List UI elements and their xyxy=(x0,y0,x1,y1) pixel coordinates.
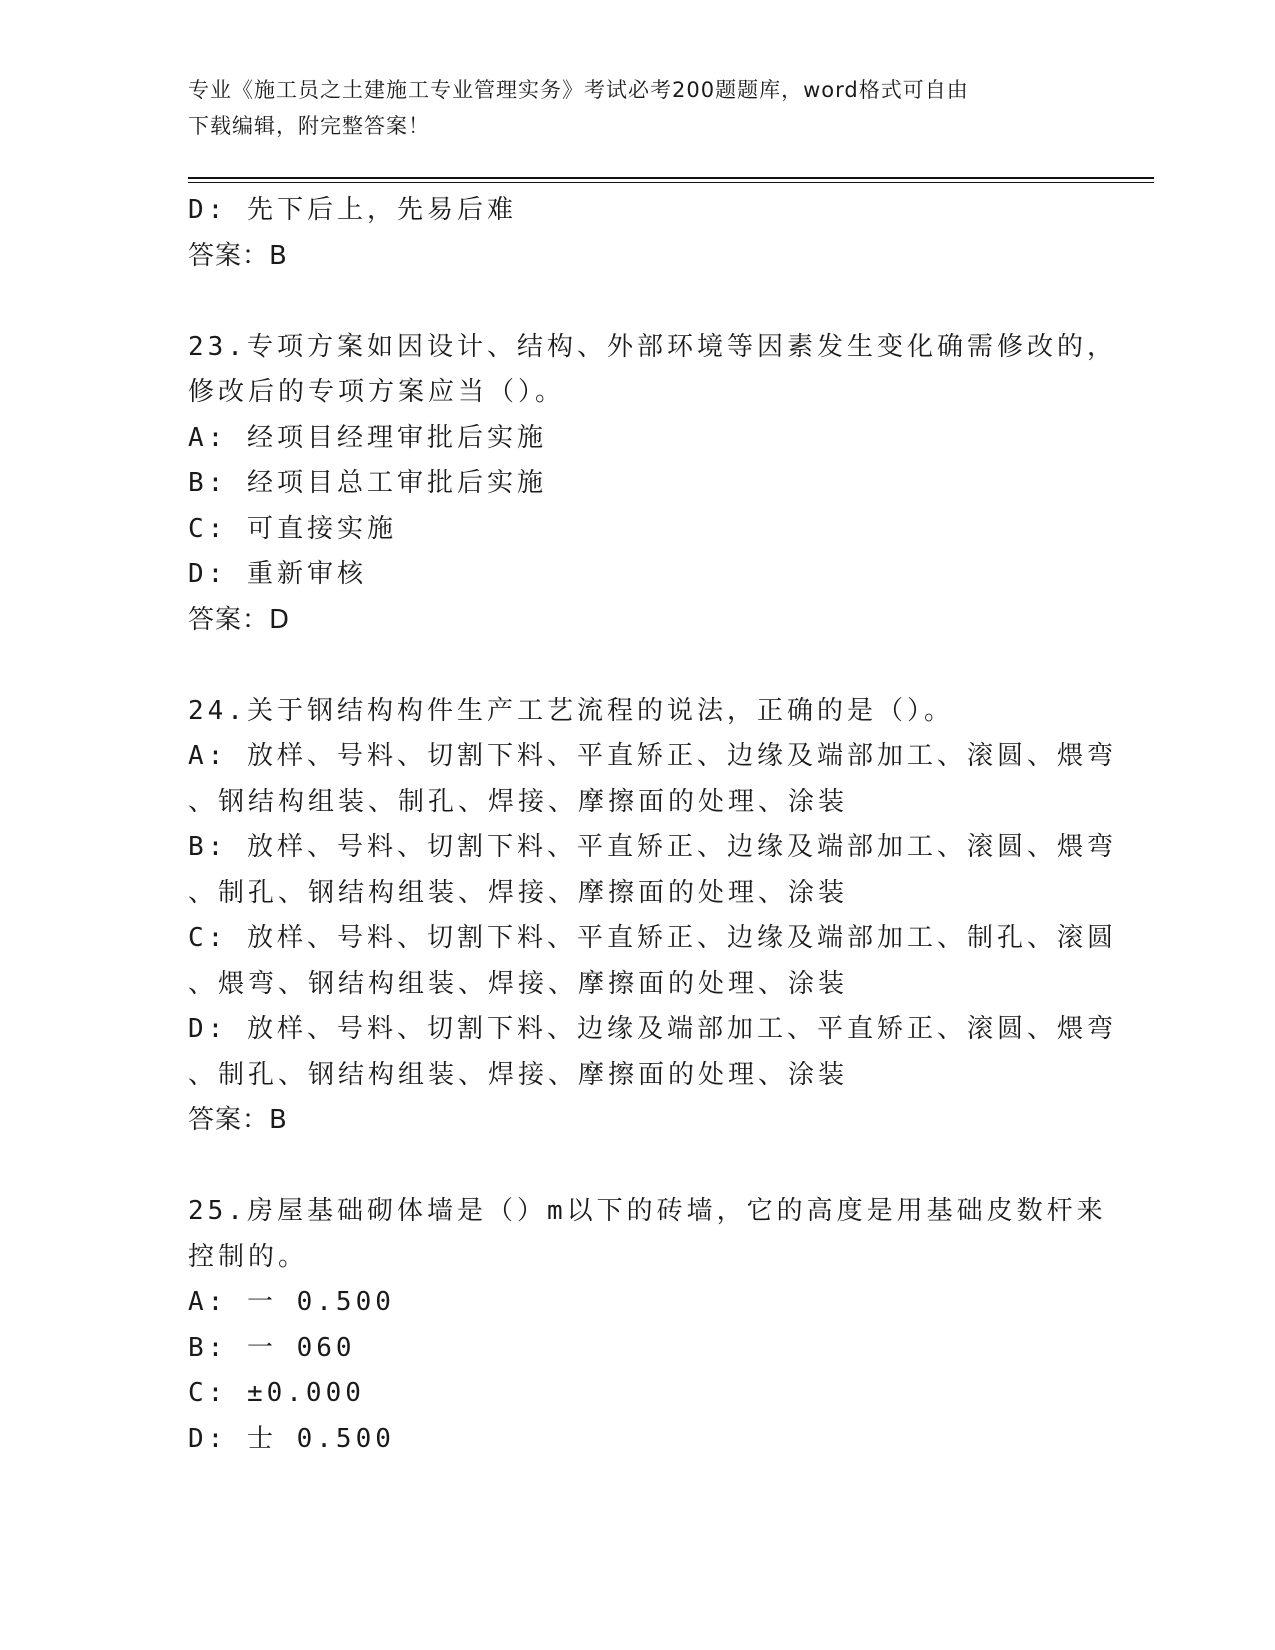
spacer xyxy=(188,279,1088,325)
header-rule-thin xyxy=(188,182,1154,183)
option-c: C: 放样、号料、切割下料、平直矫正、边缘及端部加工、制孔、滚圆 xyxy=(188,923,1117,953)
question-23 xyxy=(188,325,1117,644)
header-line-2: 下载编辑，附完整答案！ xyxy=(188,114,430,138)
question-stem: 控制的。 xyxy=(188,1241,309,1272)
answer: 答案：D xyxy=(188,604,291,635)
option-d-continued: 、制孔、钢结构组装、焊接、摩擦面的处理、涂装 xyxy=(188,1059,849,1090)
option-d: D: 重新审核 xyxy=(188,559,367,589)
question-content xyxy=(188,188,1117,1462)
option-d: D: 先下后上，先易后难 xyxy=(188,195,517,225)
option-c-continued: 、煨弯、钢结构组装、焊接、摩擦面的处理、涂装 xyxy=(188,968,849,999)
option-b: B: 经项目总工审批后实施 xyxy=(188,468,547,498)
question-stem: 修改后的专项方案应当（）。 xyxy=(188,377,566,407)
option-a-continued: 、钢结构组装、制孔、焊接、摩擦面的处理、涂装 xyxy=(188,786,849,817)
spacer xyxy=(188,1144,1088,1190)
document-header xyxy=(188,72,1068,144)
question-stem: 24.关于钢结构构件生产工艺流程的说法，正确的是（）。 xyxy=(188,695,954,726)
question-stem: 23.专项方案如因设计、结构、外部环境等因素发生变化确需修改的， xyxy=(188,331,1117,362)
option-d: D: 放样、号料、切割下料、边缘及端部加工、平直矫正、滚圆、煨弯 xyxy=(188,1014,1117,1044)
header-line-1: 专业《施工员之土建施工专业管理实务》考试必考200题题库，word格式可自由 xyxy=(188,78,969,102)
option-b: B: 一 060 xyxy=(188,1332,356,1363)
option-a: A: 一 0.500 xyxy=(188,1287,395,1317)
question-24 xyxy=(188,689,1117,1144)
question-25 xyxy=(188,1189,1107,1462)
question-stem: 25.房屋基础砌体墙是（）m以下的砖墙，它的高度是用基础皮数杆来 xyxy=(188,1196,1107,1226)
option-c: C: 可直接实施 xyxy=(188,513,397,544)
option-a: A: 放样、号料、切割下料、平直矫正、边缘及端部加工、滚圆、煨弯 xyxy=(188,741,1117,771)
option-c: C: ±0.000 xyxy=(188,1378,365,1408)
answer: 答案：B xyxy=(188,1105,288,1135)
option-d: D: 士 0.500 xyxy=(188,1423,395,1454)
header-rule-thick xyxy=(188,177,1154,179)
option-b: B: 放样、号料、切割下料、平直矫正、边缘及端部加工、滚圆、煨弯 xyxy=(188,832,1117,862)
option-b-continued: 、制孔、钢结构组装、焊接、摩擦面的处理、涂装 xyxy=(188,877,849,908)
spacer xyxy=(188,643,1088,689)
option-a: A: 经项目经理审批后实施 xyxy=(188,422,547,453)
previous-question xyxy=(188,188,1088,279)
answer: 答案：B xyxy=(188,240,288,271)
